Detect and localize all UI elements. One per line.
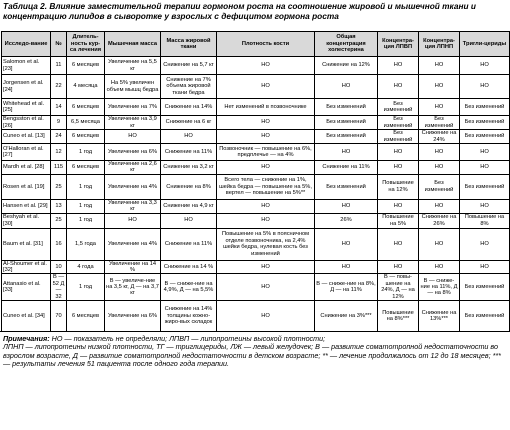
- table-cell: На 5% увеличен объем мышц бедра: [105, 75, 161, 99]
- table-cell: Без изменений: [315, 130, 378, 144]
- table-body: [2, 57, 510, 332]
- table-row: [2, 144, 510, 161]
- table-cell: Снижение на 12%: [315, 57, 378, 75]
- table-row: [2, 116, 510, 130]
- table-cell: Снижение на 11%: [161, 144, 217, 161]
- table-cell: 12: [51, 144, 67, 161]
- table-notes: [0, 331, 510, 369]
- column-header: Общая концентрация холестерина: [315, 32, 378, 57]
- table-cell: Снижение на 5,7 кг: [161, 57, 217, 75]
- study-cell: Attanasio et al. [33]: [2, 274, 51, 301]
- table-row: [2, 57, 510, 75]
- table-cell: Без изменений: [460, 99, 510, 116]
- table-cell: 6 месяцев: [67, 99, 105, 116]
- table-row: [2, 301, 510, 332]
- table-cell: НО: [419, 144, 460, 161]
- table-cell: НО: [460, 199, 510, 213]
- study-cell: Al-Shoumer et al. [32]: [2, 260, 51, 274]
- data-table: [1, 31, 510, 332]
- table-cell: Повышение на 12%: [378, 174, 419, 199]
- table-cell: НО: [378, 57, 419, 75]
- table-cell: В — сниже-ние на 8%, Д — на 11%: [315, 274, 378, 301]
- table-cell: Снижение на 8%: [161, 174, 217, 199]
- study-cell: Baum et al. [31]: [2, 228, 51, 260]
- table-cell: 16: [51, 228, 67, 260]
- table-cell: Увеличение на 14 %: [105, 260, 161, 274]
- table-cell: Снижение на 14%: [161, 99, 217, 116]
- table-cell: 10: [51, 260, 67, 274]
- table-cell: 6 месяцев: [67, 130, 105, 144]
- table-cell: НО: [315, 75, 378, 99]
- table-cell: НО: [378, 260, 419, 274]
- table-cell: 1,5 года: [67, 228, 105, 260]
- table-cell: 13: [51, 199, 67, 213]
- table-cell: НО: [217, 199, 315, 213]
- table-cell: НО: [460, 57, 510, 75]
- table-cell: 14: [51, 99, 67, 116]
- table-cell: Увеличение на 2,6 кг: [105, 161, 161, 175]
- study-cell: Rosen et al. [19]: [2, 174, 51, 199]
- table-cell: 24: [51, 130, 67, 144]
- column-header: Концентра-ция ЛПВП: [378, 32, 419, 57]
- table-cell: НО: [315, 228, 378, 260]
- table-cell: Снижение на 7% объема жировой ткани бедра: [161, 75, 217, 99]
- table-cell: НО: [378, 228, 419, 260]
- table-cell: Увеличение на 6%: [105, 144, 161, 161]
- table-cell: НО: [315, 144, 378, 161]
- table-cell: Без изменений: [378, 130, 419, 144]
- table-cell: Снижение на 14% толщины кожно-жиро-вых складок: [161, 301, 217, 332]
- column-header: Исследо-вание: [2, 32, 51, 57]
- table-cell: НО: [105, 213, 161, 228]
- table-cell: 26%: [315, 213, 378, 228]
- table-cell: Снижение на 13%***: [419, 301, 460, 332]
- table-cell: НО: [217, 274, 315, 301]
- table-cell: В — 52 Д — 32: [51, 274, 67, 301]
- table-cell: НО: [378, 199, 419, 213]
- table-cell: Без изменений: [315, 99, 378, 116]
- table-cell: НО: [460, 144, 510, 161]
- table-cell: Увеличение на 6%: [105, 301, 161, 332]
- table-cell: НО: [315, 199, 378, 213]
- study-cell: Cuneo et al. [13]: [2, 130, 51, 144]
- table-header-row: [2, 32, 510, 57]
- table-row: [2, 260, 510, 274]
- table-cell: НО: [217, 161, 315, 175]
- table-cell: НО: [217, 57, 315, 75]
- table-cell: НО: [419, 260, 460, 274]
- table-cell: НО: [460, 161, 510, 175]
- table-row: [2, 174, 510, 199]
- column-header: Мышечная масса: [105, 32, 161, 57]
- table-cell: 25: [51, 174, 67, 199]
- table-row: [2, 75, 510, 99]
- study-cell: Bengsston et al. [26]: [2, 116, 51, 130]
- study-cell: Beshyah et al. [30]: [2, 213, 51, 228]
- table-row: [2, 199, 510, 213]
- table-cell: НО: [419, 228, 460, 260]
- table-cell: Без изменений: [315, 174, 378, 199]
- study-cell: Hansen et al. [29]: [2, 199, 51, 213]
- table-cell: 115: [51, 161, 67, 175]
- table-cell: НО: [161, 213, 217, 228]
- table-cell: В — увеличе-ние на 3,5 кг, Д — на 3,7 кг: [105, 274, 161, 301]
- study-cell: Jorgensen et al. [24]: [2, 75, 51, 99]
- table-cell: Увеличение на 4%: [105, 228, 161, 260]
- table-cell: 9: [51, 116, 67, 130]
- table-caption: Таблица 2. Влияние заместительной терапии гормоном роста на соотношение жировой и мышечной ткани и концентрацию липидов в сыворотке у взрослых с дефицитом гормона роста: [3, 1, 476, 21]
- table-cell: НО: [217, 301, 315, 332]
- table-cell: Увеличение на 3,3 кг: [105, 199, 161, 213]
- study-cell: Mardh et al. [28]: [2, 161, 51, 175]
- table-cell: 25: [51, 213, 67, 228]
- table-cell: Без изменений: [460, 274, 510, 301]
- table-cell: НО: [419, 161, 460, 175]
- table-cell: Увеличение на 4%: [105, 174, 161, 199]
- study-cell: O'Halloran et al. [27]: [2, 144, 51, 161]
- table-cell: В — повы-шение на 24%, Д — на 12%: [378, 274, 419, 301]
- table-cell: НО: [419, 199, 460, 213]
- table-cell: НО: [315, 260, 378, 274]
- notes-text: ЛПНП — липопротеины низкой плотности, ТГ — триглицериды, ЛЖ — левый желудочек; В — развитие соматотропной недостаточности во взрослом возрасте, Д — развитие соматотропной недостаточности в детском возрасте; ** — лечение продолжалось от 12 до 18 месяцев; *** — результаты лечения 51 пациента после одного года терапии.: [3, 342, 501, 369]
- table-cell: Позвоночник — повышение на 6%, предплечье — на 4%: [217, 144, 315, 161]
- table-cell: НО: [378, 161, 419, 175]
- table-cell: НО: [217, 130, 315, 144]
- table-cell: Без изменений: [460, 301, 510, 332]
- table-cell: Снижение на 11%: [315, 161, 378, 175]
- table-cell: Всего тела — снижение на 1%, шейка бедра — повышение на 5%, вертел — повышение на 5%**: [217, 174, 315, 199]
- table-cell: Нет изменений в позвоночнике: [217, 99, 315, 116]
- table-cell: 22: [51, 75, 67, 99]
- table-cell: Увеличение на 7%: [105, 99, 161, 116]
- table-cell: Без изменений: [460, 130, 510, 144]
- table-cell: НО: [217, 260, 315, 274]
- column-header: Тригли-цериды: [460, 32, 510, 57]
- table-cell: Повышение на 5%: [378, 213, 419, 228]
- table-cell: Снижение на 26%: [419, 213, 460, 228]
- column-header: Масса жировой ткани: [161, 32, 217, 57]
- table-cell: Снижение на 4,9 кг: [161, 199, 217, 213]
- table-cell: Увеличение на 5,5 кг: [105, 57, 161, 75]
- table-cell: 1 год: [67, 274, 105, 301]
- table-cell: НО: [161, 130, 217, 144]
- table-cell: 70: [51, 301, 67, 332]
- table-cell: 6 месяцев: [67, 57, 105, 75]
- table-cell: Повышение на 8%: [460, 213, 510, 228]
- table-row: [2, 274, 510, 301]
- table-cell: 1 год: [67, 144, 105, 161]
- table-cell: 1 год: [67, 213, 105, 228]
- study-cell: Cuneo et al. [34]: [2, 301, 51, 332]
- table-cell: НО: [419, 75, 460, 99]
- table-cell: 1 год: [67, 174, 105, 199]
- table-cell: Без изменений: [378, 99, 419, 116]
- table-cell: Без изменений: [378, 116, 419, 130]
- table-cell: Снижение на 14 %: [161, 260, 217, 274]
- study-cell: Salomon et al. [23]: [2, 57, 51, 75]
- table-row: [2, 99, 510, 116]
- table-cell: Увеличение на 3,9 кг: [105, 116, 161, 130]
- table-cell: НО: [419, 57, 460, 75]
- table-cell: В — сниже-ние на 4,9%, Д — на 5,5%: [161, 274, 217, 301]
- study-cell: Whitehead et al. [25]: [2, 99, 51, 116]
- table-cell: Снижение на 3,2 кг: [161, 161, 217, 175]
- table-cell: 1 год: [67, 199, 105, 213]
- table-cell: НО: [217, 116, 315, 130]
- table-cell: Снижение на 3%***: [315, 301, 378, 332]
- table-cell: НО: [378, 75, 419, 99]
- column-header: №: [51, 32, 67, 57]
- table-cell: 6 месяцев: [67, 301, 105, 332]
- table-cell: Без изменений: [460, 116, 510, 130]
- table-cell: Снижение на 24%: [419, 130, 460, 144]
- column-header: Плотность кости: [217, 32, 315, 57]
- table-cell: Без изменений: [315, 116, 378, 130]
- table-cell: 4 года: [67, 260, 105, 274]
- table-cell: Без изменений: [460, 174, 510, 199]
- column-header: Длитель-ность кур-са лечения: [67, 32, 105, 57]
- table-row: [2, 213, 510, 228]
- table-cell: Снижение на 6 кг: [161, 116, 217, 130]
- column-header: Концентра-ция ЛПНП: [419, 32, 460, 57]
- table-cell: Повышение на 5% в поясничном отделе позвоночника, на 2,4% шейки бедра, нулевая кость без изменений: [217, 228, 315, 260]
- table-cell: НО: [217, 75, 315, 99]
- table-cell: 11: [51, 57, 67, 75]
- table-cell: 6,5 месяца: [67, 116, 105, 130]
- table-cell: Снижение на 11%: [161, 228, 217, 260]
- table-cell: НО: [419, 99, 460, 116]
- notes-text: НО — показатель не определяли; ЛПВП — липопротеины высокой плотности;: [49, 334, 326, 344]
- table-cell: Без изменений: [419, 174, 460, 199]
- table-cell: Без изменений: [419, 116, 460, 130]
- table-cell: НО: [217, 213, 315, 228]
- table-row: [2, 228, 510, 260]
- table-cell: В — сниже-ние на 11%, Д — на 8%: [419, 274, 460, 301]
- table-cell: 6 месяцев: [67, 161, 105, 175]
- table-cell: НО: [105, 130, 161, 144]
- table-cell: НО: [460, 260, 510, 274]
- table-row: [2, 130, 510, 144]
- table-cell: НО: [378, 144, 419, 161]
- table-cell: Повышение на 8%***: [378, 301, 419, 332]
- table-cell: НО: [460, 75, 510, 99]
- notes-label: Примечания:: [3, 334, 50, 344]
- table-cell: 4 месяца: [67, 75, 105, 99]
- table-row: [2, 161, 510, 175]
- table-cell: НО: [460, 228, 510, 260]
